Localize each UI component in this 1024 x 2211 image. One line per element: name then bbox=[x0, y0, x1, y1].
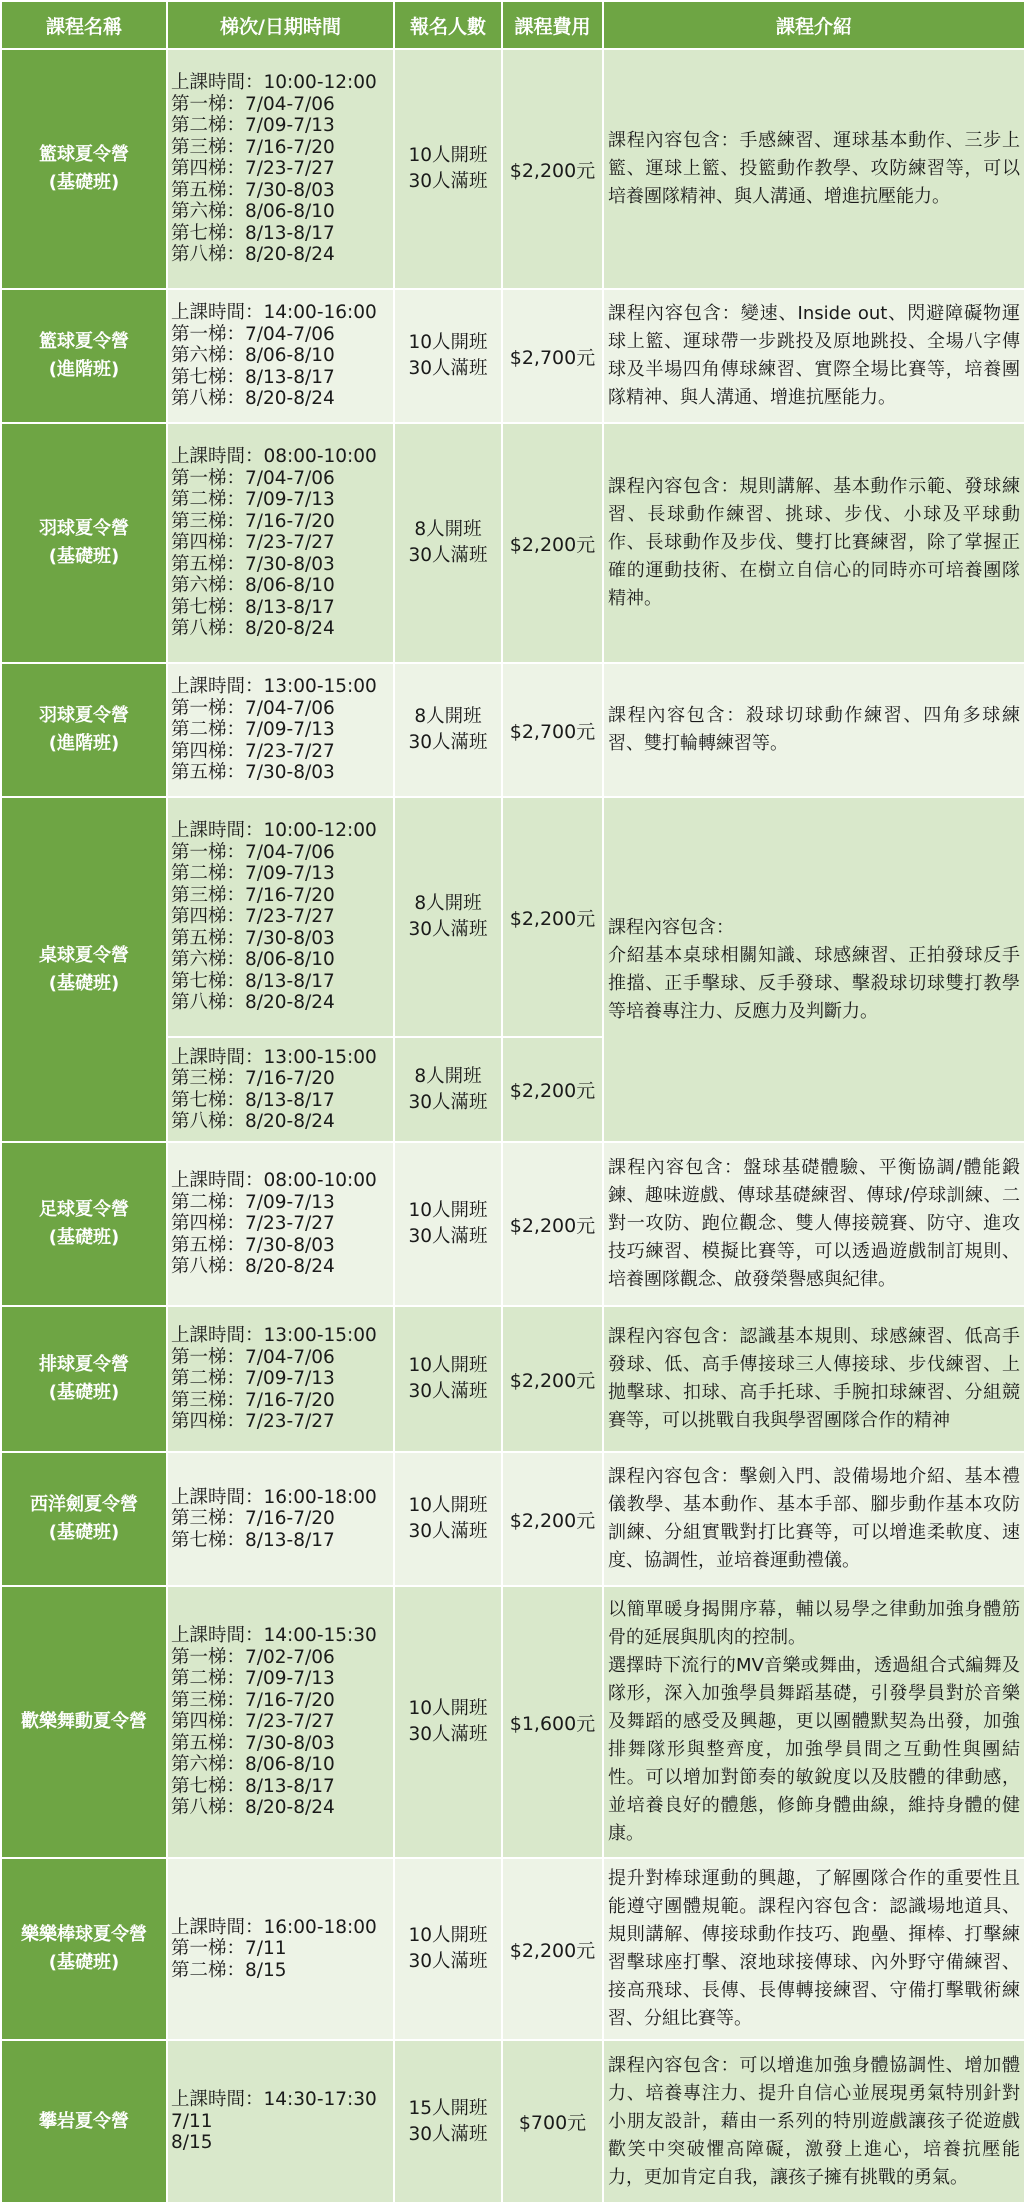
schedule-line: 第三梯：7/16-7/20 bbox=[171, 1389, 335, 1411]
course-name-line: 足球夏令營 bbox=[39, 1199, 129, 1220]
intro-paragraph: 課程內容包含：可以增進加強身體協調性、增加體力、培養專注力、提升自信心並展現勇氣特別針對小朋友設計，藉由一系列的特別遊戲讓孩子從遊戲歡笑中突破懼高障礙，激發上進心，培養抗壓能力，更加肯定自我，讓孩子擁有挑戰的勇氣。 bbox=[608, 2054, 1020, 2188]
enrollment-line: 8人開班 bbox=[414, 1065, 482, 1087]
course-enrollment bbox=[394, 289, 502, 423]
schedule-line: 上課時間：14:30-17:30 bbox=[171, 2089, 377, 2111]
course-name bbox=[1, 797, 167, 1142]
schedule-line: 第三梯：7/16-7/20 bbox=[171, 884, 335, 906]
schedule-line: 第八梯：8/20-8/24 bbox=[171, 1111, 335, 1132]
schedule-line: 第二梯：7/09-7/13 bbox=[171, 489, 335, 511]
course-name-line: 籃球夏令營 bbox=[39, 331, 129, 352]
course-fee: $700元 bbox=[502, 2040, 603, 2203]
schedule-line: 第六梯：8/06-8/10 bbox=[171, 949, 335, 971]
enrollment-line: 10人開班 bbox=[408, 1925, 488, 1946]
enrollment-line: 30人滿班 bbox=[408, 1381, 488, 1402]
schedule-line: 上課時間：16:00-18:00 bbox=[171, 1916, 377, 1938]
schedule-line: 上課時間：14:00-15:30 bbox=[171, 1625, 377, 1647]
header-course-name: 課程名稱 bbox=[1, 1, 167, 49]
schedule-line: 第四梯：7/23-7/27 bbox=[171, 158, 335, 180]
course-name-line: (基礎班) bbox=[48, 972, 120, 994]
course-name-line: 桌球夏令營 bbox=[39, 944, 129, 966]
schedule-line: 第一梯：7/04-7/06 bbox=[171, 467, 335, 489]
table-row bbox=[1, 1142, 1024, 1306]
schedule-line: 上課時間：08:00-10:00 bbox=[171, 446, 377, 468]
course-intro bbox=[603, 1586, 1024, 1858]
schedule-line: 第四梯：7/23-7/27 bbox=[171, 1213, 335, 1235]
schedule-line: 7/11 bbox=[171, 2110, 213, 2132]
course-schedule bbox=[167, 289, 394, 423]
course-name-line: 歡樂舞動夏令營 bbox=[21, 1711, 147, 1732]
schedule-line: 第一梯：7/02-7/06 bbox=[171, 1646, 335, 1668]
intro-paragraph: 提升對棒球運動的興趣，了解團隊合作的重要性且能遵守團體規範。課程內容包含：認識場地道具、規則講解、傳接球動作技巧、跑壘、揮棒、打擊練習擊球座打擊、滾地球接傳球、內外野守備練習、接高飛球、長傳、長傳轉接練習、守備打擊戰術練習、分組比賽等。 bbox=[608, 1868, 1020, 2029]
intro-paragraph: 課程內容包含：盤球基礎體驗、平衡協調/體能鍛鍊、趣味遊戲、傳球基礎練習、傳球/停球訓練、二對一攻防、跑位觀念、雙人傳接競賽、防守、進攻技巧練習、模擬比賽等，可以透過遊戲制訂規則、培養團隊觀念、啟發榮譽感與紀律。 bbox=[608, 1157, 1020, 1290]
schedule-line: 第五梯：7/30-8/03 bbox=[171, 927, 335, 949]
course-intro bbox=[603, 1452, 1024, 1586]
course-intro bbox=[603, 1858, 1024, 2040]
schedule-line: 第二梯：7/09-7/13 bbox=[171, 1191, 335, 1213]
intro-paragraph: 課程內容包含： bbox=[608, 916, 734, 938]
schedule-line: 第五梯：7/30-8/03 bbox=[171, 179, 335, 201]
course-name-line: (基礎班) bbox=[48, 1952, 120, 1973]
course-name bbox=[1, 2040, 167, 2203]
course-schedule bbox=[167, 49, 394, 289]
course-fee: $2,200元 bbox=[502, 49, 603, 289]
schedule-line: 第一梯：7/11 bbox=[171, 1938, 287, 1960]
schedule-line: 第八梯：8/20-8/24 bbox=[171, 1256, 335, 1278]
course-schedule bbox=[167, 2040, 394, 2203]
course-fee: $2,200元 bbox=[502, 797, 603, 1037]
course-schedule bbox=[167, 663, 394, 797]
schedule-line: 第二梯：7/09-7/13 bbox=[171, 115, 335, 137]
schedule-line: 第五梯：7/30-8/03 bbox=[171, 553, 335, 575]
table-row bbox=[1, 797, 1024, 1037]
course-name bbox=[1, 49, 167, 289]
enrollment-line: 30人滿班 bbox=[408, 358, 488, 379]
schedule-line: 第七梯：8/13-8/17 bbox=[171, 970, 335, 992]
schedule-line: 上課時間：13:00-15:00 bbox=[171, 1046, 377, 1068]
schedule-line: 第二梯：7/09-7/13 bbox=[171, 863, 335, 885]
course-name-line: (基礎班) bbox=[48, 1227, 120, 1248]
schedule-line: 第一梯：7/04-7/06 bbox=[171, 841, 335, 863]
course-name-line: 羽球夏令營 bbox=[39, 705, 129, 726]
enrollment-line: 30人滿班 bbox=[408, 1521, 488, 1542]
schedule-line: 第八梯：8/20-8/24 bbox=[171, 388, 335, 410]
schedule-line: 第七梯：8/13-8/17 bbox=[171, 596, 335, 618]
schedule-line: 第四梯：7/23-7/27 bbox=[171, 1411, 335, 1433]
enrollment-line: 30人滿班 bbox=[408, 1724, 488, 1745]
intro-paragraph: 選擇時下流行的MV音樂或舞曲，透過組合式編舞及隊形，深入加強學員舞蹈基礎，引發學員對於音樂及舞蹈的感受及興趣，更以團體默契為出發，加強排舞隊形與整齊度，加強學員間之互動性與團結性。可以增加對節奏的敏銳度以及肢體的律動感，並培養良好的體態，修飾身體曲線，維持身體的健康。 bbox=[608, 1655, 1020, 1844]
enrollment-line: 30人滿班 bbox=[408, 545, 488, 566]
table-row bbox=[1, 1452, 1024, 1586]
schedule-line: 第一梯：7/04-7/06 bbox=[171, 697, 335, 719]
schedule-line: 第六梯：8/06-8/10 bbox=[171, 575, 335, 597]
course-name bbox=[1, 1142, 167, 1306]
schedule-line: 第六梯：8/06-8/10 bbox=[171, 1754, 335, 1776]
schedule-line: 第八梯：8/20-8/24 bbox=[171, 1797, 335, 1819]
schedule-line: 第六梯：8/06-8/10 bbox=[171, 345, 335, 367]
schedule-line: 第五梯：7/30-8/03 bbox=[171, 762, 335, 784]
enrollment-line: 30人滿班 bbox=[408, 1226, 488, 1247]
header-enrollment: 報名人數 bbox=[394, 1, 502, 49]
schedule-line: 第五梯：7/30-8/03 bbox=[171, 1234, 335, 1256]
schedule-line: 第二梯：7/09-7/13 bbox=[171, 719, 335, 741]
schedule-line: 第一梯：7/04-7/06 bbox=[171, 323, 335, 345]
course-name-line: (基礎班) bbox=[48, 1382, 120, 1403]
schedule-line: 8/15 bbox=[171, 2132, 213, 2154]
header-row bbox=[1, 1, 1024, 49]
schedule-line: 第四梯：7/23-7/27 bbox=[171, 906, 335, 928]
course-name-line: 羽球夏令營 bbox=[39, 518, 129, 539]
schedule-line: 第八梯：8/20-8/24 bbox=[171, 992, 335, 1014]
table-row bbox=[1, 1306, 1024, 1452]
intro-paragraph: 課程內容包含：殺球切球動作練習、四角多球練習、雙打輪轉練習等。 bbox=[608, 705, 1020, 754]
enrollment-line: 15人開班 bbox=[408, 2097, 488, 2119]
course-fee: $2,700元 bbox=[502, 289, 603, 423]
course-intro bbox=[603, 289, 1024, 423]
course-name bbox=[1, 663, 167, 797]
course-enrollment bbox=[394, 49, 502, 289]
course-enrollment bbox=[394, 1586, 502, 1858]
schedule-line: 第一梯：7/04-7/06 bbox=[171, 1346, 335, 1368]
course-schedule bbox=[167, 1586, 394, 1858]
intro-paragraph: 課程內容包含：認識基本規則、球感練習、低高手發球、低、高手傳接球三人傳接球、步伐練習、上拋擊球、扣球、高手托球、手腕扣球練習、分組競賽等，可以挑戰自我與學習團隊合作的精神 bbox=[608, 1326, 1020, 1431]
course-name-line: 籃球夏令營 bbox=[39, 144, 129, 165]
course-schedule bbox=[167, 1452, 394, 1586]
enrollment-line: 10人開班 bbox=[408, 1200, 488, 1221]
course-fee: $2,200元 bbox=[502, 1037, 603, 1142]
schedule-line: 第七梯：8/13-8/17 bbox=[171, 1775, 335, 1797]
table-row bbox=[1, 49, 1024, 289]
course-enrollment bbox=[394, 423, 502, 663]
enrollment-line: 8人開班 bbox=[414, 519, 482, 540]
course-fee: $2,700元 bbox=[502, 663, 603, 797]
course-name bbox=[1, 1306, 167, 1452]
course-fee: $2,200元 bbox=[502, 1858, 603, 2040]
course-intro bbox=[603, 1142, 1024, 1306]
course-fee: $2,200元 bbox=[502, 1306, 603, 1452]
course-schedule bbox=[167, 797, 394, 1037]
schedule-line: 第七梯：8/13-8/17 bbox=[171, 1529, 335, 1551]
enrollment-line: 10人開班 bbox=[408, 1495, 488, 1516]
schedule-line: 上課時間：13:00-15:00 bbox=[171, 1325, 377, 1347]
table-row bbox=[1, 1586, 1024, 1858]
course-name-line: (基礎班) bbox=[48, 1522, 120, 1543]
course-intro bbox=[603, 663, 1024, 797]
schedule-line: 第二梯：7/09-7/13 bbox=[171, 1668, 335, 1690]
enrollment-line: 30人滿班 bbox=[408, 171, 488, 192]
enrollment-line: 30人滿班 bbox=[408, 1091, 488, 1113]
enrollment-line: 10人開班 bbox=[408, 332, 488, 353]
course-schedule bbox=[167, 1306, 394, 1452]
intro-paragraph: 課程內容包含：變速、Inside out、閃避障礙物運球上籃、運球帶一步跳投及原地跳投、全場八字傳球及半場四角傳球練習、實際全場比賽等，培養團隊精神、與人溝通、增進抗壓能力。 bbox=[608, 303, 1020, 408]
course-schedule bbox=[167, 1142, 394, 1306]
enrollment-line: 30人滿班 bbox=[408, 919, 488, 940]
course-enrollment bbox=[394, 2040, 502, 2203]
course-name-line: 樂樂棒球夏令營 bbox=[21, 1924, 147, 1945]
course-name bbox=[1, 423, 167, 663]
table-row bbox=[1, 289, 1024, 423]
schedule-line: 上課時間：14:00-16:00 bbox=[171, 302, 377, 324]
course-schedule bbox=[167, 1037, 394, 1142]
course-enrollment bbox=[394, 1858, 502, 2040]
enrollment-line: 10人開班 bbox=[408, 145, 488, 166]
schedule-line: 第四梯：7/23-7/27 bbox=[171, 532, 335, 554]
schedule-line: 第五梯：7/30-8/03 bbox=[171, 1732, 335, 1754]
schedule-line: 上課時間：16:00-18:00 bbox=[171, 1486, 377, 1508]
intro-paragraph: 課程內容包含：規則講解、基本動作示範、發球練習、長球動作練習、挑球、步伐、小球及平球動作、長球動作及步伐、雙打比賽練習，除了掌握正確的運動技術、在樹立自信心的同時亦可培養團隊精神。 bbox=[608, 476, 1020, 609]
schedule-line: 第七梯：8/13-8/17 bbox=[171, 1089, 335, 1111]
schedule-line: 第三梯：7/16-7/20 bbox=[171, 1068, 335, 1089]
course-fee: $2,200元 bbox=[502, 423, 603, 663]
schedule-line: 第七梯：8/13-8/17 bbox=[171, 222, 335, 244]
schedule-line: 第一梯：7/04-7/06 bbox=[171, 93, 335, 115]
enrollment-line: 30人滿班 bbox=[408, 1951, 488, 1972]
schedule-line: 第二梯：8/15 bbox=[171, 1959, 287, 1981]
header-fee: 課程費用 bbox=[502, 1, 603, 49]
header-intro: 課程介紹 bbox=[603, 1, 1024, 49]
course-schedule bbox=[167, 423, 394, 663]
course-name-line: (進階班) bbox=[48, 359, 120, 380]
course-name bbox=[1, 1452, 167, 1586]
course-intro bbox=[603, 423, 1024, 663]
schedule-line: 第八梯：8/20-8/24 bbox=[171, 618, 335, 640]
course-enrollment bbox=[394, 1452, 502, 1586]
course-intro bbox=[603, 797, 1024, 1142]
header-schedule: 梯次/日期時間 bbox=[167, 1, 394, 49]
course-name-line: 排球夏令營 bbox=[39, 1354, 129, 1375]
schedule-line: 第二梯：7/09-7/13 bbox=[171, 1368, 335, 1390]
table-row bbox=[1, 2040, 1024, 2203]
course-intro bbox=[603, 1306, 1024, 1452]
table-row bbox=[1, 423, 1024, 663]
course-name bbox=[1, 1858, 167, 2040]
intro-paragraph: 介紹基本桌球相關知識、球感練習、正拍發球反手推擋、正手擊球、反手發球、擊殺球切球雙打教學等培養專注力、反應力及判斷力。 bbox=[608, 944, 1020, 1022]
course-fee: $2,200元 bbox=[502, 1452, 603, 1586]
schedule-line: 第四梯：7/23-7/27 bbox=[171, 1711, 335, 1733]
schedule-line: 第三梯：7/16-7/20 bbox=[171, 1508, 335, 1530]
enrollment-line: 10人開班 bbox=[408, 1698, 488, 1719]
course-name bbox=[1, 289, 167, 423]
course-fee: $2,200元 bbox=[502, 1142, 603, 1306]
schedule-line: 第三梯：7/16-7/20 bbox=[171, 1689, 335, 1711]
course-enrollment bbox=[394, 1142, 502, 1306]
schedule-line: 上課時間：10:00-12:00 bbox=[171, 820, 377, 842]
course-enrollment bbox=[394, 663, 502, 797]
schedule-line: 第七梯：8/13-8/17 bbox=[171, 366, 335, 388]
schedule-line: 第四梯：7/23-7/27 bbox=[171, 740, 335, 762]
schedule-line: 上課時間：10:00-12:00 bbox=[171, 72, 377, 94]
schedule-line: 第三梯：7/16-7/20 bbox=[171, 510, 335, 532]
enrollment-line: 8人開班 bbox=[414, 706, 482, 727]
course-intro bbox=[603, 49, 1024, 289]
schedule-line: 上課時間：08:00-10:00 bbox=[171, 1170, 377, 1192]
course-name-line: (進階班) bbox=[48, 733, 120, 754]
schedule-line: 第八梯：8/20-8/24 bbox=[171, 244, 335, 266]
course-enrollment bbox=[394, 1037, 502, 1142]
intro-paragraph: 以簡單暖身揭開序幕，輔以易學之律動加強身體筋骨的延展與肌肉的控制。 bbox=[608, 1599, 1020, 1648]
enrollment-line: 8人開班 bbox=[414, 893, 482, 914]
course-name bbox=[1, 1586, 167, 1858]
course-name-line: (基礎班) bbox=[48, 172, 120, 193]
enrollment-line: 10人開班 bbox=[408, 1355, 488, 1376]
course-intro bbox=[603, 2040, 1024, 2203]
course-fee: $1,600元 bbox=[502, 1586, 603, 1858]
course-name-line: 攀岩夏令營 bbox=[39, 2110, 129, 2132]
course-name-line: 西洋劍夏令營 bbox=[30, 1494, 138, 1515]
schedule-line: 上課時間：13:00-15:00 bbox=[171, 676, 377, 698]
course-name-line: (基礎班) bbox=[48, 546, 120, 567]
intro-paragraph: 課程內容包含：擊劍入門、設備場地介紹、基本禮儀教學、基本動作、基本手部、腳步動作基本攻防訓練、分組實戰對打比賽等，可以增進柔軟度、速度、協調性，並培養運動禮儀。 bbox=[608, 1466, 1020, 1571]
table-row bbox=[1, 663, 1024, 797]
enrollment-line: 30人滿班 bbox=[408, 732, 488, 753]
intro-paragraph: 課程內容包含：手感練習、運球基本動作、三步上籃、運球上籃、投籃動作教學、攻防練習等，可以培養團隊精神、與人溝通、增進抗壓能力。 bbox=[608, 130, 1020, 207]
course-enrollment bbox=[394, 1306, 502, 1452]
course-schedule bbox=[167, 1858, 394, 2040]
schedule-line: 第六梯：8/06-8/10 bbox=[171, 201, 335, 223]
schedule-line: 第三梯：7/16-7/20 bbox=[171, 136, 335, 158]
course-enrollment bbox=[394, 797, 502, 1037]
table-row bbox=[1, 1858, 1024, 2040]
enrollment-line: 30人滿班 bbox=[408, 2123, 488, 2145]
